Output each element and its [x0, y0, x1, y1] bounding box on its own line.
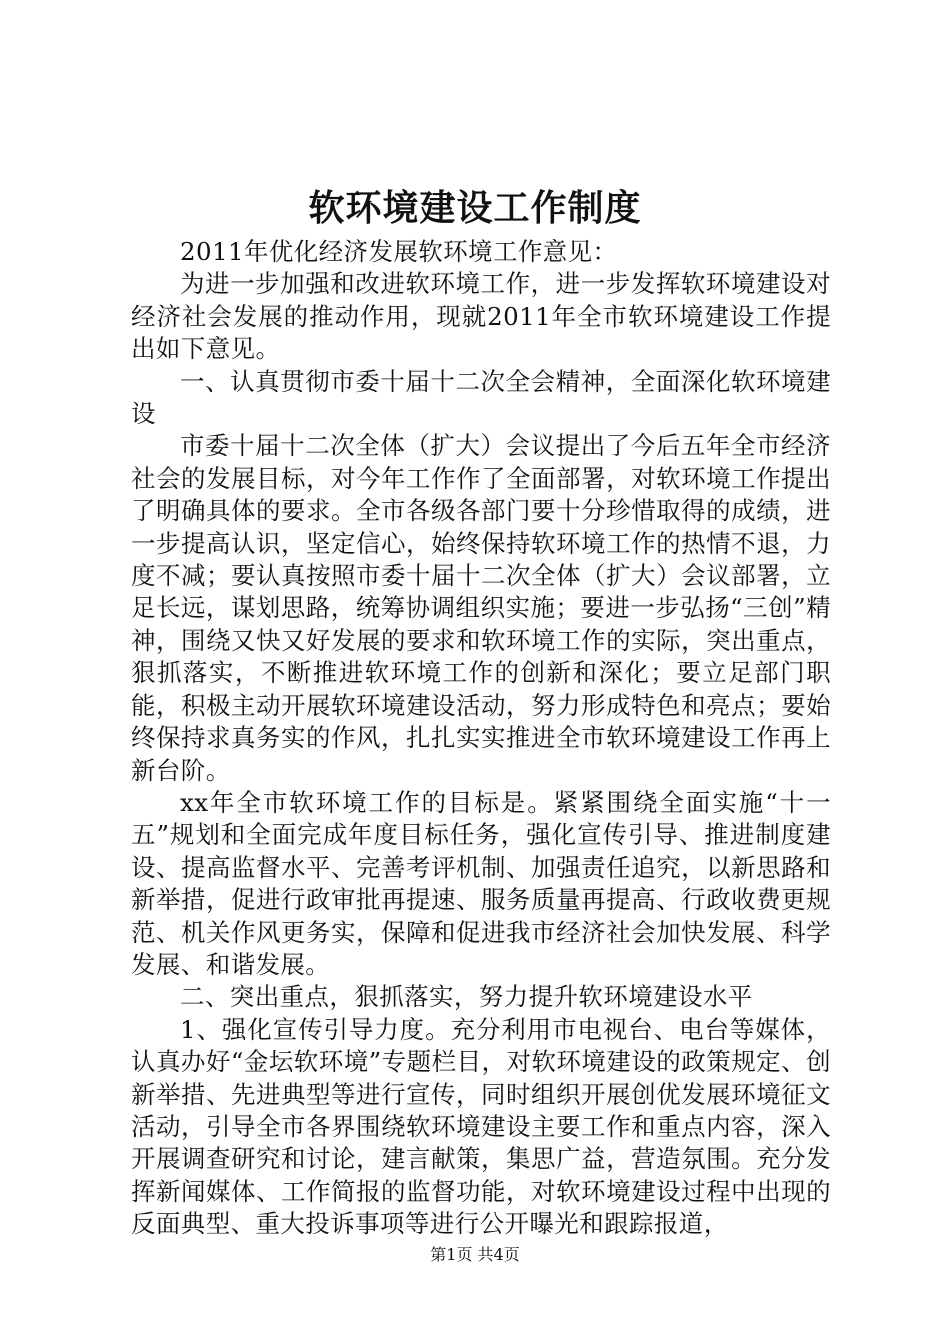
paragraph-purpose: 为进一步加强和改进软环境工作，进一步发挥软环境建设对经济社会发展的推动作用，现就2011年全市软环境建设工作提出如下意见。 — [131, 269, 831, 364]
paragraph-section-1: 市委十届十二次全体（扩大）会议提出了今后五年全市经济社会的发展目标，对今年工作作了全面部署，对软环境工作提出了明确具体的要求。全市各级各部门要十分珍惜取得的成绩，进一步提高认识，坚定信心，始终保持软环境工作的热情不退，力度不减；要认真按照市委十届十二次全体（扩大）会议部署，立足长远，谋划思路，统筹协调组织实施；要进一步弘扬“三创”精神，围绕又快又好发展的要求和软环境工作的实际，突出重点，狠抓落实，不断推进软环境工作的创新和深化；要立足部门职能，积极主动开展软环境建设活动，努力形成特色和亮点；要始终保持求真务实的作风，扎扎实实推进全市软环境建设工作再上新台阶。 — [131, 431, 831, 785]
section-heading-2: 二、突出重点，狠抓落实，努力提升软环境建设水平 — [180, 982, 753, 1012]
paragraph-item-1: 1、强化宣传引导力度。充分利用市电视台、电台等媒体，认真办好“金坛软环境”专题栏目，对软环境建设的政策规定、创新举措、先进典型等进行宣传，同时组织开展创优发展环境征文活动，引导全市各界围绕软环境建设主要工作和重点内容，深入开展调查研究和讨论，建言献策，集思广益，营造氛围。充分发挥新闻媒体、工作简报的监督功能，对软环境建设过程中出现的反面典型、重大投诉事项等进行公开曝光和跟踪报道， — [131, 1014, 831, 1239]
document-title: 软环境建设工作制度 — [308, 187, 642, 229]
document-body — [131, 236, 831, 1241]
page-footer: 第1页 共4页 — [430, 1245, 520, 1264]
paragraph-intro: 2011年优化经济发展软环境工作意见： — [180, 237, 618, 266]
paragraph-goals: xx年全市软环境工作的目标是。紧紧围绕全面实施“十一五”规划和全面完成年度目标任务，强化宣传引导、推进制度建设、提高监督水平、完善考评机制、加强责任追究，以新思路和新举措，促进行政审批再提速、服务质量再提高、行政收费更规范、机关作风更务实，保障和促进我市经济社会加快发展、科学发展、和谐发展。 — [131, 787, 831, 979]
section-heading-1: 一、认真贯彻市委十届十二次全会精神，全面深化软环境建设 — [131, 366, 831, 429]
